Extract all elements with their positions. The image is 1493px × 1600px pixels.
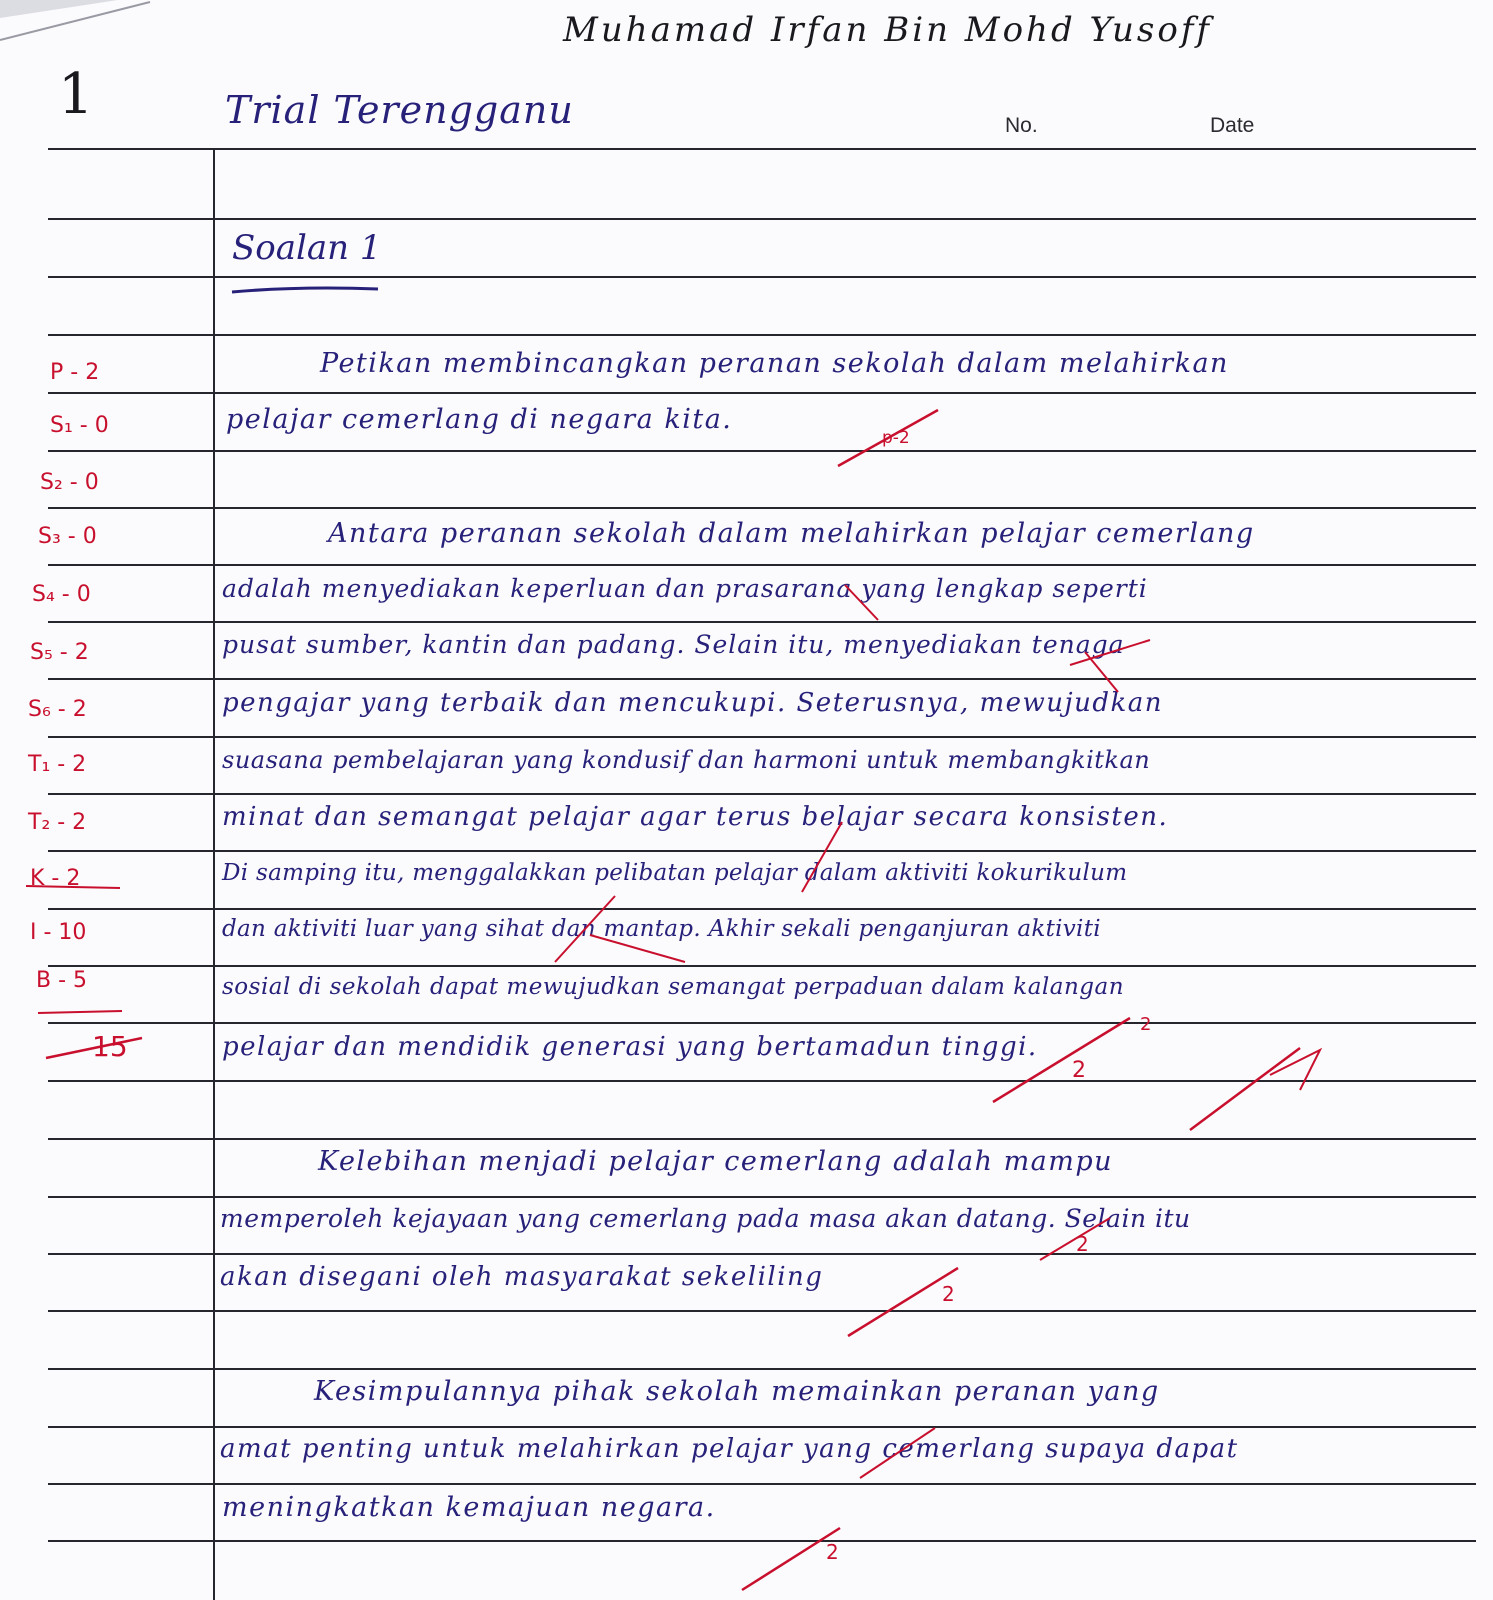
inline-mark: 2	[1140, 1014, 1152, 1035]
mark-item: K - 2	[30, 866, 81, 891]
essay-line: Kelebihan menjadi pelajar cemerlang adalah mampu	[318, 1146, 1114, 1177]
mark-item: P - 2	[50, 360, 100, 385]
essay-line: dan aktiviti luar yang sihat dan mantap. Akhir sekali penganjuran aktiviti	[222, 916, 1101, 942]
ruled-line	[48, 1368, 1476, 1370]
ruled-line	[48, 1426, 1476, 1428]
ruled-line	[48, 1253, 1476, 1255]
mark-item: T₂ - 2	[28, 810, 87, 835]
ruled-line	[48, 1138, 1476, 1140]
mark-item: S₁ - 0	[50, 413, 109, 438]
ruled-line	[48, 678, 1476, 680]
ruled-line	[48, 1080, 1476, 1082]
ruled-line	[48, 564, 1476, 566]
essay-line: pengajar yang terbaik dan mencukupi. Seterusnya, mewujudkan	[222, 688, 1164, 718]
essay-line: pusat sumber, kantin dan padang. Selain itu, menyediakan tenaga	[222, 630, 1125, 659]
essay-line: Petikan membincangkan peranan sekolah dalam melahirkan	[320, 348, 1229, 379]
mark-item: S₆ - 2	[28, 697, 87, 722]
essay-title: Trial Terengganu	[225, 88, 574, 132]
mark-item: B - 5	[36, 968, 88, 993]
mark-total: 15	[92, 1030, 128, 1063]
mark-item: S₅ - 2	[30, 640, 89, 665]
ruled-line	[48, 334, 1476, 336]
ruled-line	[48, 1196, 1476, 1198]
essay-line: sosial di sekolah dapat mewujudkan semangat perpaduan dalam kalangan	[222, 974, 1125, 1000]
ruled-line	[48, 1540, 1476, 1542]
paper-crease	[0, 0, 160, 60]
ruled-line	[48, 450, 1476, 452]
margin-line	[213, 150, 215, 1600]
inline-mark: 2	[826, 1540, 839, 1564]
essay-line: suasana pembelajaran yang kondusif dan harmoni untuk membangkitkan	[222, 746, 1151, 774]
ruled-line	[48, 1022, 1476, 1024]
no-label: No.	[1005, 114, 1038, 137]
question-heading: Soalan 1	[232, 228, 382, 268]
ruled-line	[48, 507, 1476, 509]
essay-line: pelajar dan mendidik generasi yang bertamadun tinggi.	[222, 1032, 1038, 1062]
essay-line: Antara peranan sekolah dalam melahirkan pelajar cemerlang	[328, 518, 1255, 549]
ruled-line	[48, 148, 1476, 150]
essay-line: amat penting untuk melahirkan pelajar yang cemerlang supaya dapat	[220, 1434, 1239, 1464]
essay-line: Kesimpulannya pihak sekolah memainkan peranan yang	[314, 1376, 1160, 1407]
essay-line: minat dan semangat pelajar agar terus belajar secara konsisten.	[222, 802, 1169, 832]
date-label: Date	[1210, 114, 1255, 137]
mark-item: S₂ - 0	[40, 470, 99, 495]
ruled-line	[48, 621, 1476, 623]
essay-line: akan disegani oleh masyarakat sekeliling	[220, 1262, 824, 1292]
ruled-line	[48, 908, 1476, 910]
ruled-line	[48, 850, 1476, 852]
mark-item: S₃ - 0	[38, 524, 97, 549]
mark-item: I - 10	[30, 920, 87, 945]
inline-mark: 2	[942, 1282, 955, 1306]
student-name: Muhamad Irfan Bin Mohd Yusoff	[563, 10, 1212, 50]
inline-mark: 2	[1076, 1232, 1089, 1256]
ruled-line	[48, 1310, 1476, 1312]
mark-item: T₁ - 2	[28, 752, 87, 777]
essay-line: memperoleh kejayaan yang cemerlang pada masa akan datang. Selain itu	[220, 1204, 1191, 1233]
essay-line: pelajar cemerlang di negara kita.	[226, 404, 733, 435]
ruled-line	[48, 793, 1476, 795]
ruled-line	[48, 218, 1476, 220]
mark-item: S₄ - 0	[32, 582, 91, 607]
ruled-line	[48, 1483, 1476, 1485]
ruled-line	[48, 276, 1476, 278]
page-number: 1	[58, 62, 94, 127]
essay-line: Di samping itu, menggalakkan pelibatan pelajar dalam aktiviti kokurikulum	[222, 860, 1128, 886]
essay-line: meningkatkan kemajuan negara.	[222, 1492, 716, 1523]
ruled-line	[48, 736, 1476, 738]
inline-mark: 2	[1072, 1058, 1086, 1083]
inline-mark: p-2	[882, 428, 910, 448]
ruled-line	[48, 392, 1476, 394]
essay-line: adalah menyediakan keperluan dan prasarana yang lengkap seperti	[222, 574, 1148, 603]
ruled-line	[48, 965, 1476, 967]
